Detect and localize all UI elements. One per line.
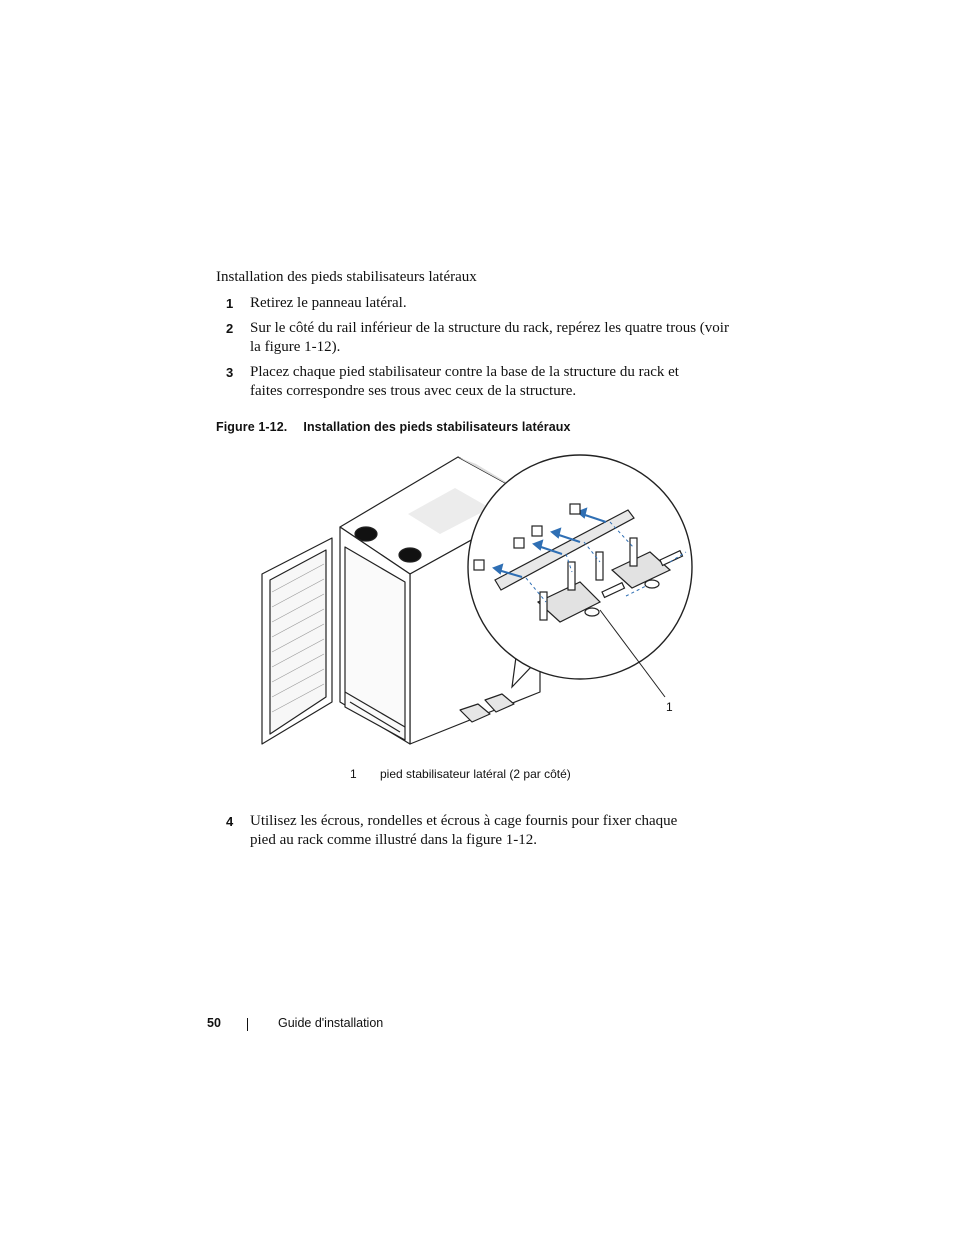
step-number: 2: [226, 321, 234, 336]
step-number: 4: [226, 814, 234, 829]
footer-divider: [247, 1018, 248, 1031]
rack-stabilizer-illustration: [250, 452, 710, 752]
legend-text: pied stabilisateur latéral (2 par côté): [380, 767, 571, 781]
figure-label: Figure 1-12.: [216, 420, 288, 434]
figure-callout: 1: [666, 700, 673, 714]
step-2: [226, 319, 729, 359]
legend-number: 1: [350, 767, 357, 781]
step-text: Sur le côté du rail inférieur de la structure du rack, repérez les quatre trous (voir la figure 1-12).: [250, 320, 729, 355]
step-3: [226, 363, 726, 403]
step-1: [226, 294, 726, 314]
figure-title: Installation des pieds stabilisateurs latéraux: [303, 420, 571, 434]
step-text: Utilisez les écrous, rondelles et écrous à cage fournis pour fixer chaque pied au rack comme illustré dans la figure 1-12.: [250, 813, 678, 848]
footer-title: Guide d'installation: [278, 1016, 384, 1030]
step-number: 3: [226, 365, 234, 380]
figure-caption: [216, 420, 571, 434]
step-4: [226, 812, 726, 852]
page-number: 50: [207, 1016, 221, 1030]
step-number: 1: [226, 296, 234, 311]
section-heading: Installation des pieds stabilisateurs latéraux: [216, 269, 477, 285]
step-text: Retirez le panneau latéral.: [250, 295, 407, 311]
step-text: Placez chaque pied stabilisateur contre la base de la structure du rack et faites correspondre ses trous avec ceux de la structure.: [250, 364, 679, 399]
